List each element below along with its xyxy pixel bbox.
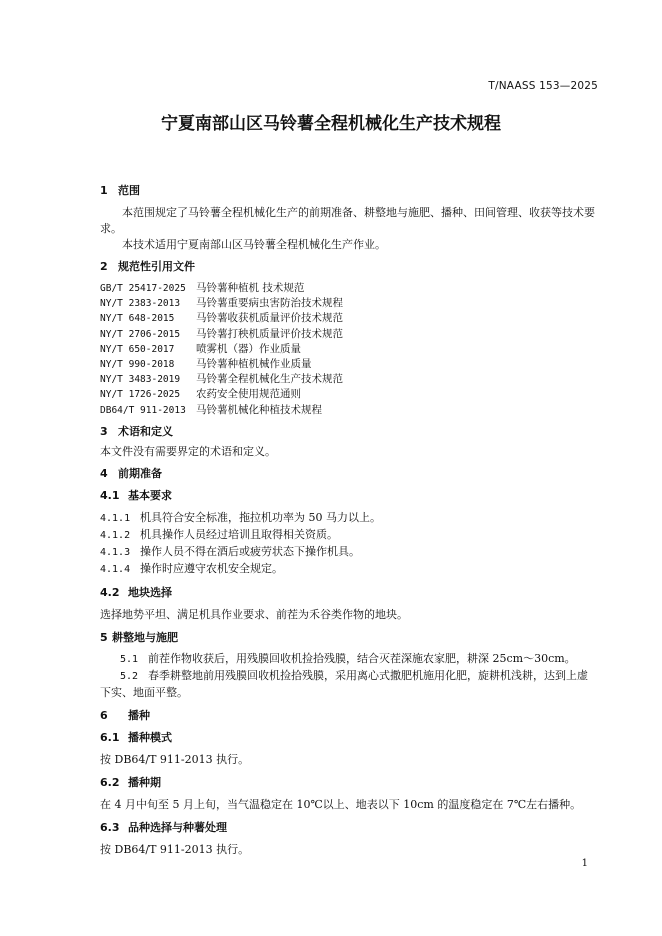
page-number: 1 [581,858,588,869]
paragraph: 选择地势平坦、满足机具作业要求、前茬为禾谷类作物的地块。 [100,607,408,621]
paragraph: 本技术适用宁夏南部山区马铃薯全程机械化生产作业。 [122,238,386,251]
subsection-heading-4-2: 4.2 地块选择 [100,585,172,599]
clause-item: 4.1.1 机具符合安全标准，拖拉机功率为 50 马力以上。 [100,510,381,524]
clause-item: 5.2 春季耕整地前用残膜回收机捡拾残膜，采用离心式撒肥机施用化肥，旋耕机浅耕，达到上虚下实、地面平整。 [100,668,588,699]
subsection-heading-6-2: 6.2 播种期 [100,775,161,789]
reference-item: NY/T 3483-2019 马铃薯全程机械化生产技术规范 [100,373,343,386]
paragraph: 按 DB64/T 911-2013 执行。 [100,842,250,856]
paragraph: 本范围规定了马铃薯全程机械化生产的前期准备、耕整地与施肥、播种、田间管理、收获等技术要求。 [100,206,595,235]
paragraph: 在 4 月中旬至 5 月上旬，当气温稳定在 10℃以上、地表以下 10cm 的温度稳定在 7℃左右播种。 [100,797,582,811]
subsection-heading-4-1: 4.1 基本要求 [100,488,172,502]
clause-item: 4.1.2 机具操作人员经过培训且取得相关资质。 [100,527,338,541]
reference-item: DB64/T 911-2013 马铃薯机械化种植技术规程 [100,403,322,416]
paragraph: 本文件没有需要界定的术语和定义。 [100,444,276,458]
reference-item: NY/T 650-2017 喷雾机（器）作业质量 [100,342,301,355]
document-body [100,183,598,858]
reference-item: NY/T 990-2018 马铃薯种植机械作业质量 [100,358,312,371]
document-title: 宁夏南部山区马铃薯全程机械化生产技术规程 [161,114,501,134]
reference-item: GB/T 25417-2025 马铃薯种植机 技术规范 [100,282,305,294]
reference-item: NY/T 1726-2025 农药安全使用规范通则 [100,388,301,401]
document-number: T/NAASS 153—2025 [488,80,598,92]
section-heading-1: 1 范围 [100,184,140,197]
reference-item: NY/T 648-2015 马铃薯收获机质量评价技术规范 [100,312,343,325]
paragraph: 按 DB64/T 911-2013 执行。 [100,752,250,766]
section-heading-5: 5 耕整地与施肥 [100,630,178,644]
section-heading-3: 3 术语和定义 [100,424,173,438]
subsection-heading-6-3: 6.3 品种选择与种薯处理 [100,820,227,834]
reference-item: NY/T 2706-2015 马铃薯打秧机质量评价技术规范 [100,327,343,340]
section-heading-4: 4 前期准备 [100,466,162,480]
subsection-heading-6-1: 6.1 播种模式 [100,730,172,744]
section-heading-6: 6 播种 [100,708,150,722]
reference-list [100,281,598,418]
clause-item: 4.1.3 操作人员不得在酒后或疲劳状态下操作机具。 [100,544,360,558]
section-heading-2: 2 规范性引用文件 [100,260,195,273]
clause-item: 5.1 前茬作物收获后，用残膜回收机捡拾残膜，结合灭茬深施农家肥，耕深 25cm～30cm。 [120,651,576,665]
clause-item: 4.1.4 操作时应遵守农机安全规定。 [100,561,283,575]
reference-item: NY/T 2383-2013 马铃薯重要病虫害防治技术规程 [100,297,343,310]
